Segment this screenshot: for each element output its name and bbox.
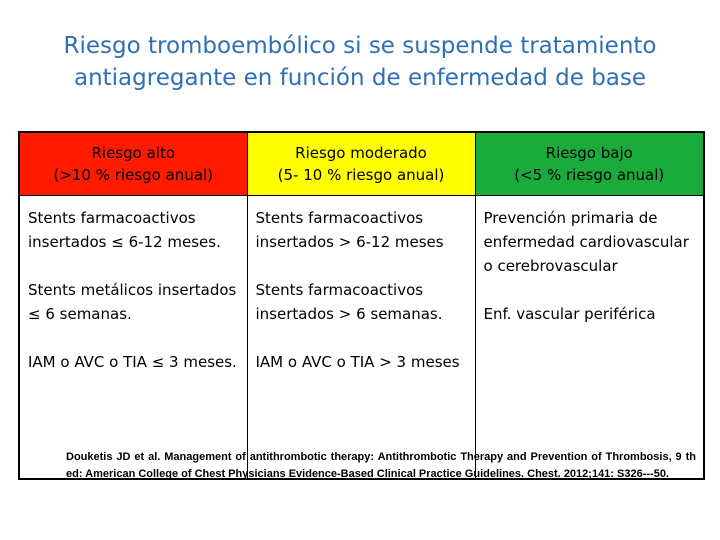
risk-table xyxy=(18,131,705,480)
header-moderate-risk-title: Riesgo moderado xyxy=(295,144,427,162)
high-risk-cell xyxy=(19,196,247,480)
header-high-risk xyxy=(19,132,247,196)
header-high-risk-subtitle: (>10 % riesgo anual) xyxy=(53,166,214,184)
list-item: Stents farmacoactivos insertados ≤ 6-12 meses. xyxy=(28,209,221,251)
list-item: Prevención primaria de enfermedad cardiovascular o cerebrovascular xyxy=(483,209,689,275)
title-line-2: antiagregante en función de enfermedad de base xyxy=(73,65,647,91)
header-row xyxy=(19,132,704,196)
header-moderate-risk-subtitle: (5- 10 % riesgo anual) xyxy=(277,166,445,184)
list-item: Stents farmacoactivos insertados > 6 semanas. xyxy=(255,281,443,323)
low-risk-cell xyxy=(475,196,704,480)
header-low-risk-title: Riesgo bajo xyxy=(545,144,633,162)
list-item: Enf. vascular periférica xyxy=(483,305,656,323)
title-line-1: Riesgo tromboembólico si se suspende tratamiento xyxy=(63,33,657,59)
moderate-risk-cell xyxy=(247,196,475,480)
list-item: Stents farmacoactivos insertados > 6-12 meses xyxy=(255,209,444,251)
body-row xyxy=(19,196,704,480)
page-title xyxy=(0,30,720,94)
list-item: IAM o AVC o TIA ≤ 3 meses. xyxy=(28,353,237,371)
citation: Douketis JD et al. Management of antithrombotic therapy: Antithrombotic Therapy and Prevention of Thrombosis, 9 th ed: American College of Chest Physicians Evidence-Based Clinical Practice Guidelines. Chest. 2012;141: S326---50. xyxy=(66,451,696,480)
header-moderate-risk xyxy=(247,132,475,196)
list-item: IAM o AVC o TIA > 3 meses xyxy=(255,353,460,371)
list-item: Stents metálicos insertados ≤ 6 semanas. xyxy=(28,281,237,323)
header-high-risk-title: Riesgo alto xyxy=(91,144,176,162)
header-low-risk-subtitle: (<5 % riesgo anual) xyxy=(514,166,665,184)
header-low-risk xyxy=(475,132,704,196)
